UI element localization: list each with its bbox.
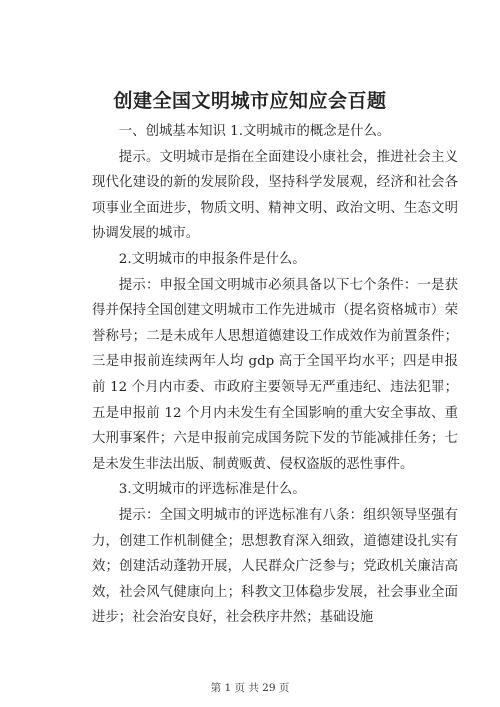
paragraph-question-3: 3.文明城市的评选标准是什么。	[118, 482, 306, 498]
document-body	[92, 119, 458, 631]
paragraph-question-2: 2.文明城市的申报条件是什么。	[118, 251, 306, 267]
document-title: 创建全国文明城市应知应会百题	[113, 90, 387, 112]
paragraph-section-heading: 一、创城基本知识 1.文明城市的概念是什么。	[118, 124, 391, 139]
paragraph-answer-1: 提示。文明城市是指在全面建设小康社会，推进社会主义现代化建设的新的发展阶段，坚持科学发展观，经济和社会各项事业全面进步，物质文明、精神文明、政治文明、生态文明协调发展的城市。	[92, 149, 458, 242]
page-number-footer: 第 1 页 共 29 页	[210, 682, 290, 694]
paragraph-answer-3: 提示：全国文明城市的评选标准有八条：组织领导坚强有力，创建工作机制健全；思想教育深入细致，道德建设扎实有效；创建活动蓬勃开展，人民群众广泛参与；党政机关廉洁高效，社会风气健康向上；科教文卫体稳步发展，社会事业全面进步；社会治安良好，社会秩序井然；基础设施	[92, 507, 458, 626]
paragraph-answer-2: 提示：申报全国文明城市必须具备以下七个条件：一是获得并保持全国创建文明城市工作先进城市（提名资格城市）荣誉称号；二是未成年人思想道德建设工作成效作为前置条件；三是申报前连续两年人均 gdp 高于全国平均水平；四是申报前 12 个月内市委、市政府主要领导无严重违纪、违法犯罪；五是申报前 12 个月内未发生有全国影响的重大安全事故、重大刑事案件；六是申报前完成国务院下发的节能减排任务；七是未发生非法出版、制黄贩黄、侵权盗版的恶性事件。	[92, 277, 458, 472]
